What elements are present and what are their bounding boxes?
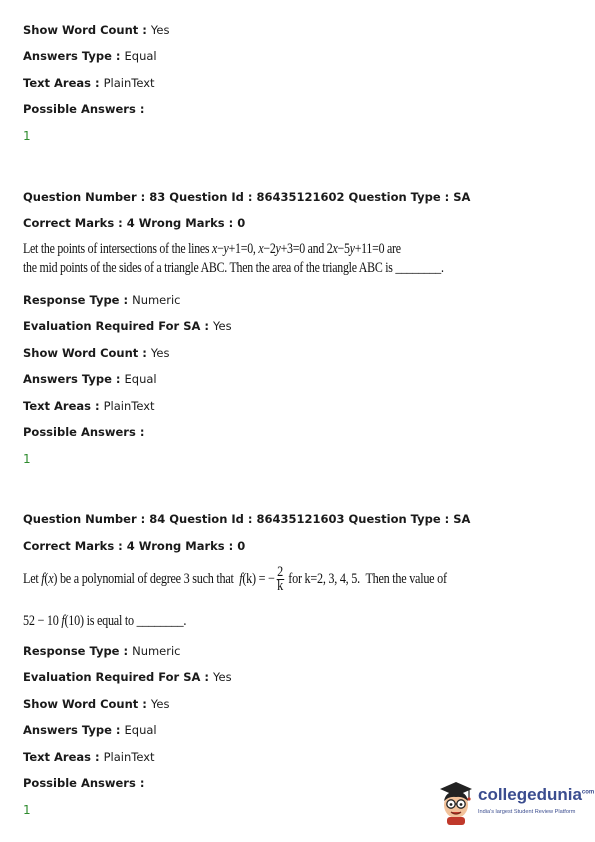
show-word-count-row: Show Word Count : Yes (23, 697, 170, 711)
evaluation-required-row: Evaluation Required For SA : Yes (23, 319, 232, 333)
text-areas-row (23, 76, 155, 90)
possible-answer-value: 1 (23, 803, 31, 817)
answers-type-row: Answers Type : Equal (23, 723, 157, 737)
text-areas-row: Text Areas : PlainText (23, 750, 155, 764)
possible-answer-value: 1 (23, 452, 31, 466)
possible-answer-value: 1 (23, 129, 31, 143)
show-word-count-row (23, 23, 169, 37)
show-word-count-row: Show Word Count : Yes (23, 346, 170, 360)
possible-answers-row: Possible Answers : (23, 776, 145, 790)
response-type-row: Response Type : Numeric (23, 644, 181, 658)
mascot-icon (436, 779, 476, 825)
question-text-line-2: 52 − 10 f(10) is equal to ________. (23, 613, 187, 629)
answers-type-row: Answers Type : Equal (23, 372, 157, 386)
logo-wordmark: collegedunia$^{com}$ (478, 785, 595, 804)
possible-answers-row: Possible Answers : (23, 425, 145, 439)
evaluation-required-row: Evaluation Required For SA : Yes (23, 670, 232, 684)
question-marks: Correct Marks : 4 Wrong Marks : 0 (23, 216, 246, 230)
question-marks: Correct Marks : 4 Wrong Marks : 0 (23, 539, 246, 553)
text-areas-row: Text Areas : PlainText (23, 399, 155, 413)
show-word-count-label: Show Word Count : (23, 23, 151, 37)
question-text: Let the points of intersections of the lines x−y+1=0, x−2y+3=0 and 2x−5y+11=0 are the mid points of the sides of a triangle ABC. Then the area of the triangle ABC is ________. (23, 241, 444, 276)
response-type-row: Response Type : Numeric (23, 293, 181, 307)
question-header: Question Number : 84 Question Id : 86435121603 Question Type : SA (23, 512, 471, 526)
answers-type-label: Answers Type : (23, 49, 125, 63)
fraction: $\frac{2}{k}$ (277, 564, 283, 594)
text-areas-value: PlainText (103, 76, 155, 90)
question-header: Question Number : 83 Question Id : 86435121602 Question Type : SA (23, 190, 471, 204)
collegedunia-logo (436, 779, 595, 829)
text-areas-label: Text Areas : (23, 76, 104, 90)
answers-type-row (23, 49, 157, 63)
answers-type-value: Equal (124, 49, 157, 63)
show-word-count-value: Yes (150, 23, 170, 37)
logo-tagline: India's largest Student Review Platform (478, 809, 576, 815)
possible-answers-label: Possible Answers : (23, 102, 145, 116)
question-text: Let f(x) be a polynomial of degree 3 such that f(k) = − $\frac{2}{k}$ for k=2, 3, 4, 5. Then the value of (23, 564, 447, 594)
possible-answers-row (23, 102, 144, 116)
